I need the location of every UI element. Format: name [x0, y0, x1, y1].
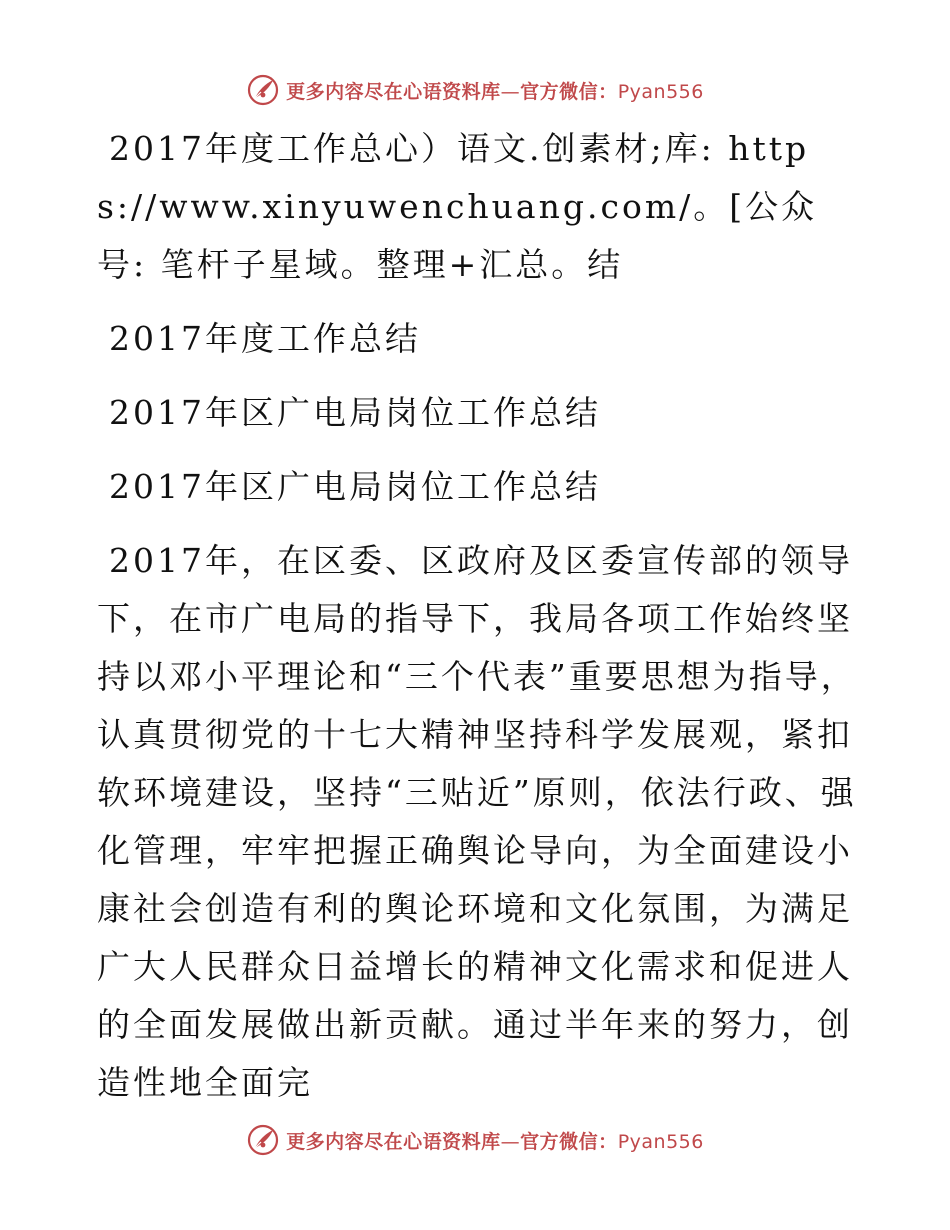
header-watermark-inner: [246, 73, 704, 107]
feather-pen-logo-icon: [246, 1123, 280, 1157]
footer-watermark-inner: [246, 1123, 704, 1157]
document-paragraph: 2017年区广电局岗位工作总结: [109, 393, 601, 432]
header-watermark-text: 更多内容尽在心语资料库—官方微信：Pyan556: [286, 80, 704, 103]
header-watermark-banner: [0, 70, 950, 110]
document-body: [97, 120, 857, 1128]
footer-watermark-text: 更多内容尽在心语资料库—官方微信：Pyan556: [286, 1130, 704, 1153]
footer-watermark-banner: [0, 1120, 950, 1160]
document-paragraph: 2017年度工作总心）语文.创素材;库: https://www.xinyuwenchuang.com/。[公众号: 笔杆子星域。整理+汇总。结: [97, 129, 818, 284]
feather-pen-logo-icon: [246, 73, 280, 107]
document-paragraph: 2017年区广电局岗位工作总结: [109, 467, 601, 506]
document-paragraph: 2017年，在区委、区政府及区委宣传部的领导下，在市广电局的指导下，我局各项工作始终坚持以邓小平理论和“三个代表”重要思想为指导，认真贯彻党的十七大精神坚持科学发展观，紧扣软环境建设，坚持“三贴近”原则，依法行政、强化管理，牢牢把握正确舆论导向，为全面建设小康社会创造有利的舆论环境和文化氛围，为满足广大人民群众日益增长的精神文化需求和促进人的全面发展做出新贡献。通过半年来的努力，创造性地全面完: [97, 541, 857, 1102]
document-paragraph: 2017年度工作总结: [109, 319, 421, 358]
